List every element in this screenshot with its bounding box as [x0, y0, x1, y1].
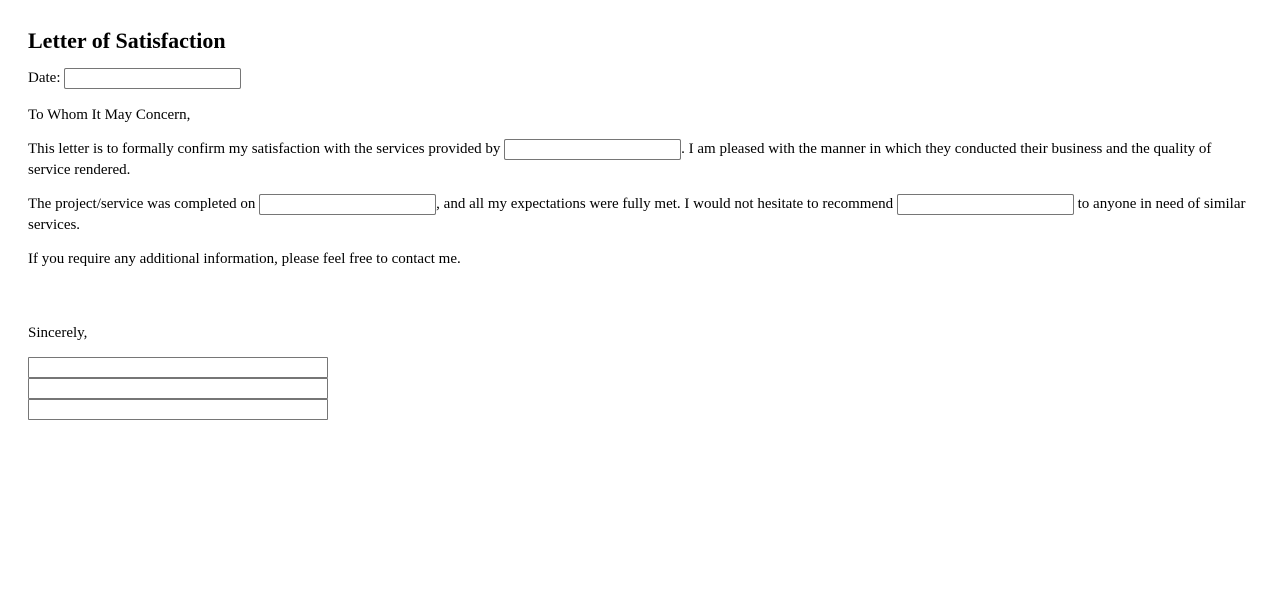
- paragraph-completion-text-before: The project/service was completed on: [28, 196, 260, 213]
- paragraph-completion: [28, 194, 1250, 235]
- date-row: [28, 68, 1250, 89]
- paragraph-provider-text-before: This letter is to formally confirm my satisfaction with the services provided by: [28, 141, 505, 158]
- signature-contact-input[interactable]: [28, 399, 328, 420]
- date-label: Date:: [28, 70, 61, 86]
- closing: Sincerely,: [28, 325, 88, 342]
- salutation: To Whom It May Concern,: [28, 107, 191, 124]
- spacer: [28, 283, 1250, 323]
- paragraph-completion-text-after: to anyone in need of similar services.: [28, 196, 1246, 234]
- recommend-input[interactable]: [897, 194, 1074, 215]
- signature-title-input[interactable]: [28, 378, 328, 399]
- paragraph-completion-text-middle: , and all my expectations were fully met. I would not hesitate to recommend: [436, 196, 897, 213]
- date-input[interactable]: [64, 68, 241, 89]
- signature-name-input[interactable]: [28, 357, 328, 378]
- paragraph-provider: [28, 139, 1250, 180]
- letter-title: Letter of Satisfaction: [28, 28, 226, 53]
- provider-input[interactable]: [504, 139, 681, 160]
- signature-block: [28, 357, 1250, 420]
- completion-date-input[interactable]: [259, 194, 436, 215]
- paragraph-provider-text-after: . I am pleased with the manner in which they conducted their business and the quality of service rendered.: [28, 141, 1212, 179]
- paragraph-contact: If you require any additional information, please feel free to contact me.: [28, 251, 461, 268]
